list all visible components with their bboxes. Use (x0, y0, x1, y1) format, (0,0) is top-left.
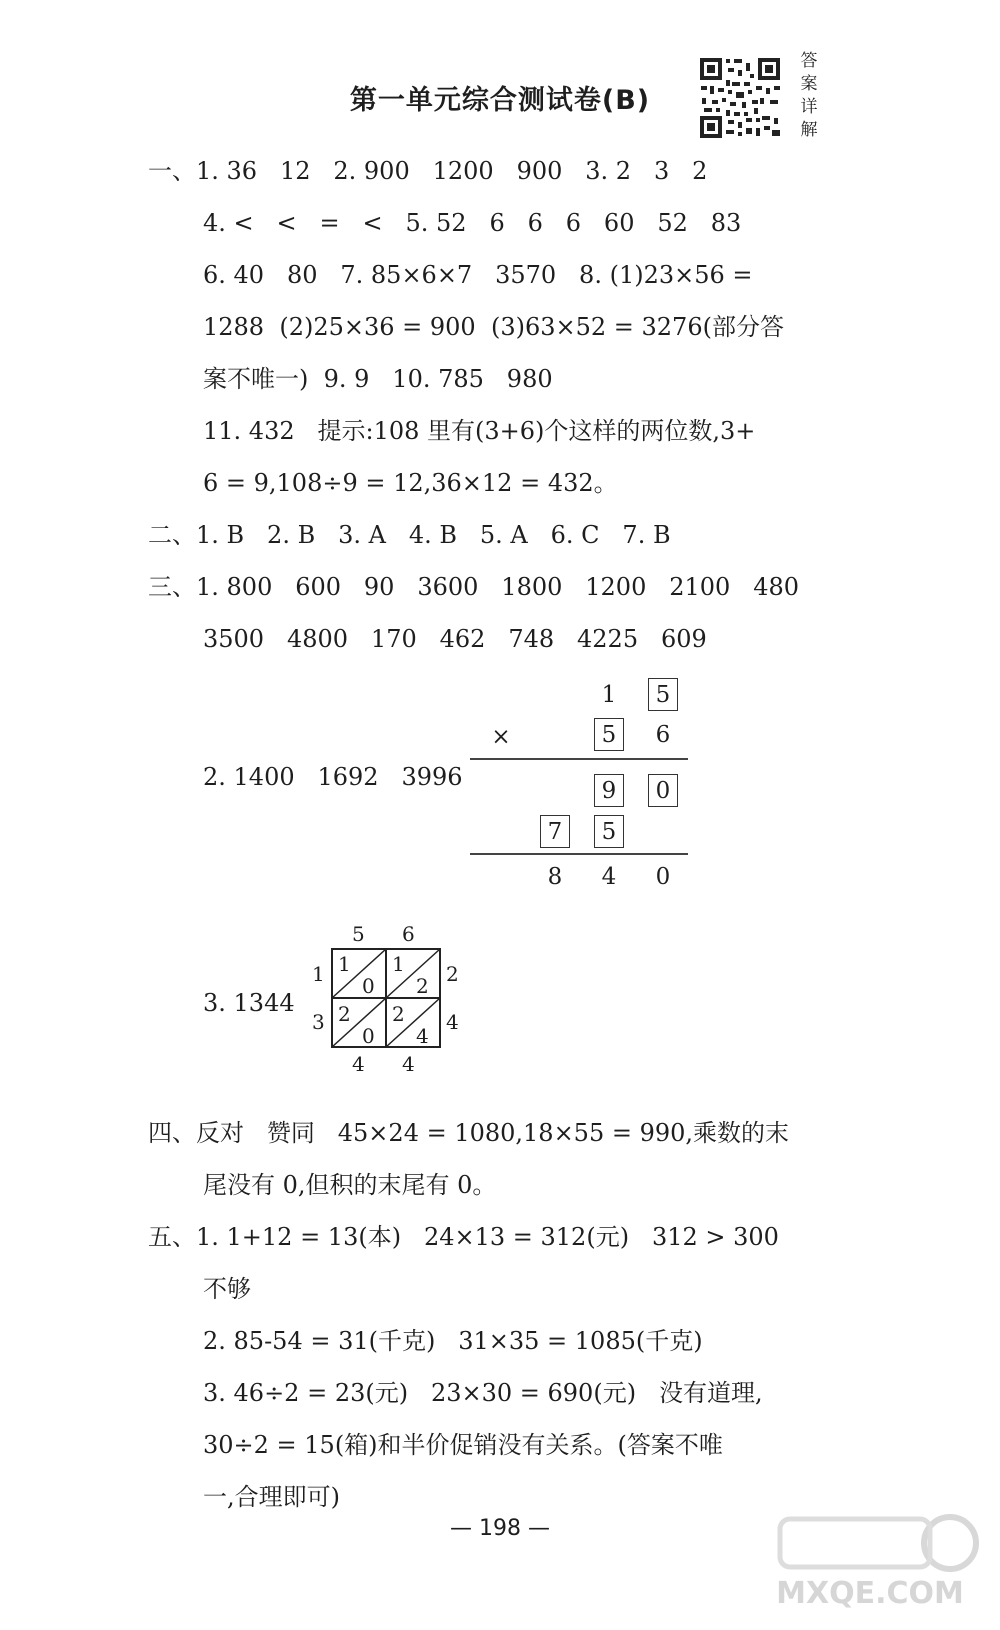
qr-code[interactable] (698, 56, 782, 140)
digit: 6 (655, 722, 671, 748)
digit: 1 (601, 682, 617, 708)
answer-line: 11. 432 提示:108 里有(3+6)个这样的两位数,3+ (203, 417, 756, 445)
answer-line: 1288 (2)25×36 = 900 (3)63×52 = 3276(部分答 (203, 313, 784, 341)
boxed-digit: 5 (594, 815, 624, 848)
answer-line: 4. < < = < 5. 52 6 6 6 60 52 83 (203, 209, 742, 237)
boxed-digit: 7 (540, 815, 570, 848)
divider-line (470, 853, 688, 855)
answer-line: 6. 40 80 7. 85×6×7 3570 8. (1)23×56 = (203, 261, 753, 289)
answer-line: 6 = 9,108÷9 = 12,36×12 = 432。 (203, 469, 618, 497)
lattice-bottom-digit: 4 (402, 1052, 415, 1076)
digit: 8 (547, 864, 563, 890)
boxed-digit: 0 (648, 774, 678, 807)
page-number: — 198 — (450, 1516, 550, 1541)
lattice-cell-ones: 0 (362, 1024, 375, 1048)
answer-line: 二、1. B 2. B 3. A 4. B 5. A 6. C 7. B (148, 521, 671, 549)
lattice-cell-tens: 2 (392, 1002, 405, 1026)
boxed-digit: 5 (594, 718, 624, 751)
lattice-cell-ones: 2 (416, 974, 429, 998)
digit-box (592, 815, 626, 849)
side-label-char: 答 (800, 51, 818, 71)
lattice-cell-tens: 2 (338, 1002, 351, 1026)
answer-line: 3500 4800 170 462 748 4225 609 (203, 625, 707, 653)
digit-box (646, 774, 680, 808)
digit-box (592, 718, 626, 752)
answer-line: 3. 46÷2 = 23(元) 23×30 = 690(元) 没有道理, (203, 1379, 763, 1407)
lattice-right-digit: 4 (446, 1010, 459, 1034)
side-label-char: 详 (800, 97, 818, 117)
answer-line: 3. 1344 (203, 989, 295, 1017)
digit-box (646, 678, 680, 712)
lattice-top-digit: 5 (352, 922, 365, 946)
lattice-cell-ones: 0 (362, 974, 375, 998)
watermark-logo (760, 1485, 980, 1615)
lattice-top-digit: 6 (402, 922, 415, 946)
answer-line: 一、1. 36 12 2. 900 1200 900 3. 2 3 2 (148, 157, 708, 185)
side-label-char: 解 (800, 120, 818, 140)
digit: 4 (601, 864, 617, 890)
digit-box (592, 774, 626, 808)
boxed-digit: 5 (648, 678, 678, 711)
answer-line: 四、反对 赞同 45×24 = 1080,18×55 = 990,乘数的末 (148, 1119, 790, 1147)
answer-line: 不够 (203, 1275, 251, 1303)
answer-line: 30÷2 = 15(箱)和半价促销没有关系。(答案不唯 (203, 1431, 723, 1459)
times-sign: × (491, 724, 511, 750)
lattice-cell-tens: 1 (338, 952, 351, 976)
answer-line: 2. 85-54 = 31(千克) 31×35 = 1085(千克) (203, 1327, 703, 1355)
answer-detail-label (797, 50, 821, 142)
boxed-digit: 9 (594, 774, 624, 807)
lattice-cell-tens: 1 (392, 952, 405, 976)
side-label-char: 案 (800, 74, 818, 94)
lattice-right-digit: 2 (446, 962, 459, 986)
lattice-cell-ones: 4 (416, 1024, 429, 1048)
answer-line: 三、1. 800 600 90 3600 1800 1200 2100 480 (148, 573, 800, 601)
page-title: 第一单元综合测试卷(B) (349, 85, 651, 116)
answer-line: 案不唯一) 9. 9 10. 785 980 (203, 365, 553, 393)
answer-line: 2. 1400 1692 3996 (203, 763, 463, 791)
answer-line: 五、1. 1+12 = 13(本) 24×13 = 312(元) 312 > 300 (148, 1223, 779, 1251)
watermark-text: MXQE.COM (776, 1576, 964, 1611)
lattice-bottom-digit: 4 (352, 1052, 365, 1076)
digit-box (538, 815, 572, 849)
answer-line: 一,合理即可) (203, 1483, 340, 1511)
lattice-left-digit: 3 (312, 1010, 325, 1034)
digit: 0 (655, 864, 671, 890)
divider-line (470, 758, 688, 760)
answer-line: 尾没有 0,但积的末尾有 0。 (203, 1171, 497, 1199)
lattice-left-digit: 1 (312, 962, 325, 986)
